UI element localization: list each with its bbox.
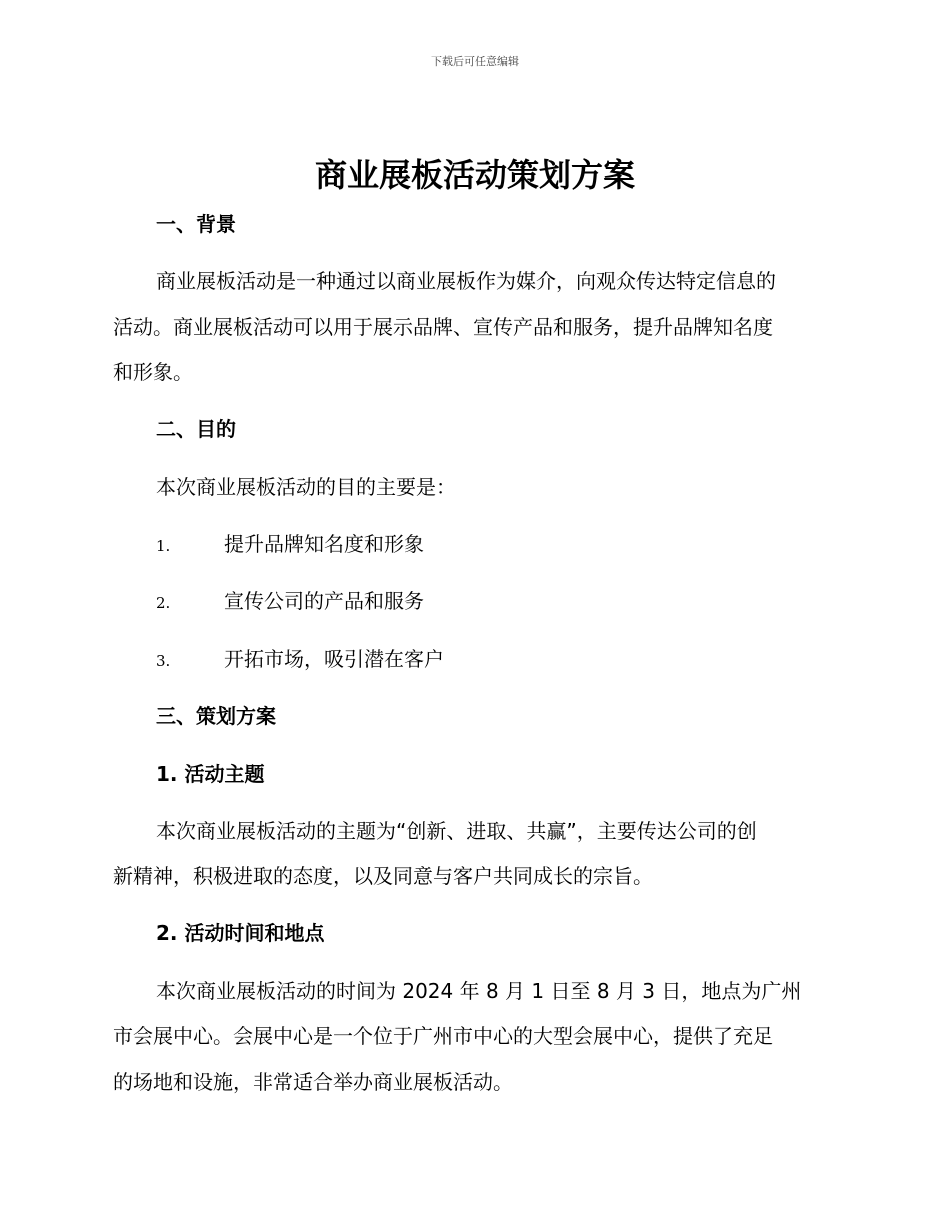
paragraph-line: 商业展板活动是一种通过以商业展板作为媒介，向观众传达特定信息的 <box>156 269 776 293</box>
paragraph-line: 活动。商业展板活动可以用于展示品牌、宣传产品和服务，提升品牌知名度 <box>113 315 773 339</box>
paragraph-line: 本次商业展板活动的时间为 2024 年 8 月 1 日至 8 月 3 日，地点为广州 <box>156 979 802 1003</box>
list-item <box>156 585 424 614</box>
paragraph-line: 市会展中心。会展中心是一个位于广州市中心的大型会展中心，提供了充足 <box>113 1024 773 1048</box>
paragraph-line: 和形象。 <box>113 360 193 384</box>
subsection-heading-theme: 1. 活动主题 <box>156 762 265 786</box>
list-text: 开拓市场，吸引潜在客户 <box>224 647 444 671</box>
list-number: 3. <box>156 652 171 670</box>
section-heading-purpose: 二、目的 <box>156 417 236 441</box>
list-number: 1. <box>156 537 171 555</box>
page-header: 下载后可任意编辑 <box>431 55 519 68</box>
subsection-heading-time-place: 2. 活动时间和地点 <box>156 921 325 945</box>
list-text: 提升品牌知名度和形象 <box>224 532 424 556</box>
list-number: 2. <box>156 594 171 612</box>
section-heading-plan: 三、策划方案 <box>156 704 276 728</box>
list-text: 宣传公司的产品和服务 <box>224 589 424 613</box>
purpose-intro: 本次商业展板活动的目的主要是： <box>156 475 456 499</box>
section-heading-background: 一、背景 <box>156 212 236 236</box>
paragraph-line: 的场地和设施，非常适合举办商业展板活动。 <box>113 1070 513 1094</box>
paragraph-line: 本次商业展板活动的主题为“创新、进取、共赢”，主要传达公司的创 <box>156 819 757 843</box>
paragraph-line: 新精神，积极进取的态度，以及同意与客户共同成长的宗旨。 <box>113 864 653 888</box>
list-item <box>156 643 444 672</box>
list-item <box>156 528 424 557</box>
document-title: 商业展板活动策划方案 <box>314 156 635 194</box>
